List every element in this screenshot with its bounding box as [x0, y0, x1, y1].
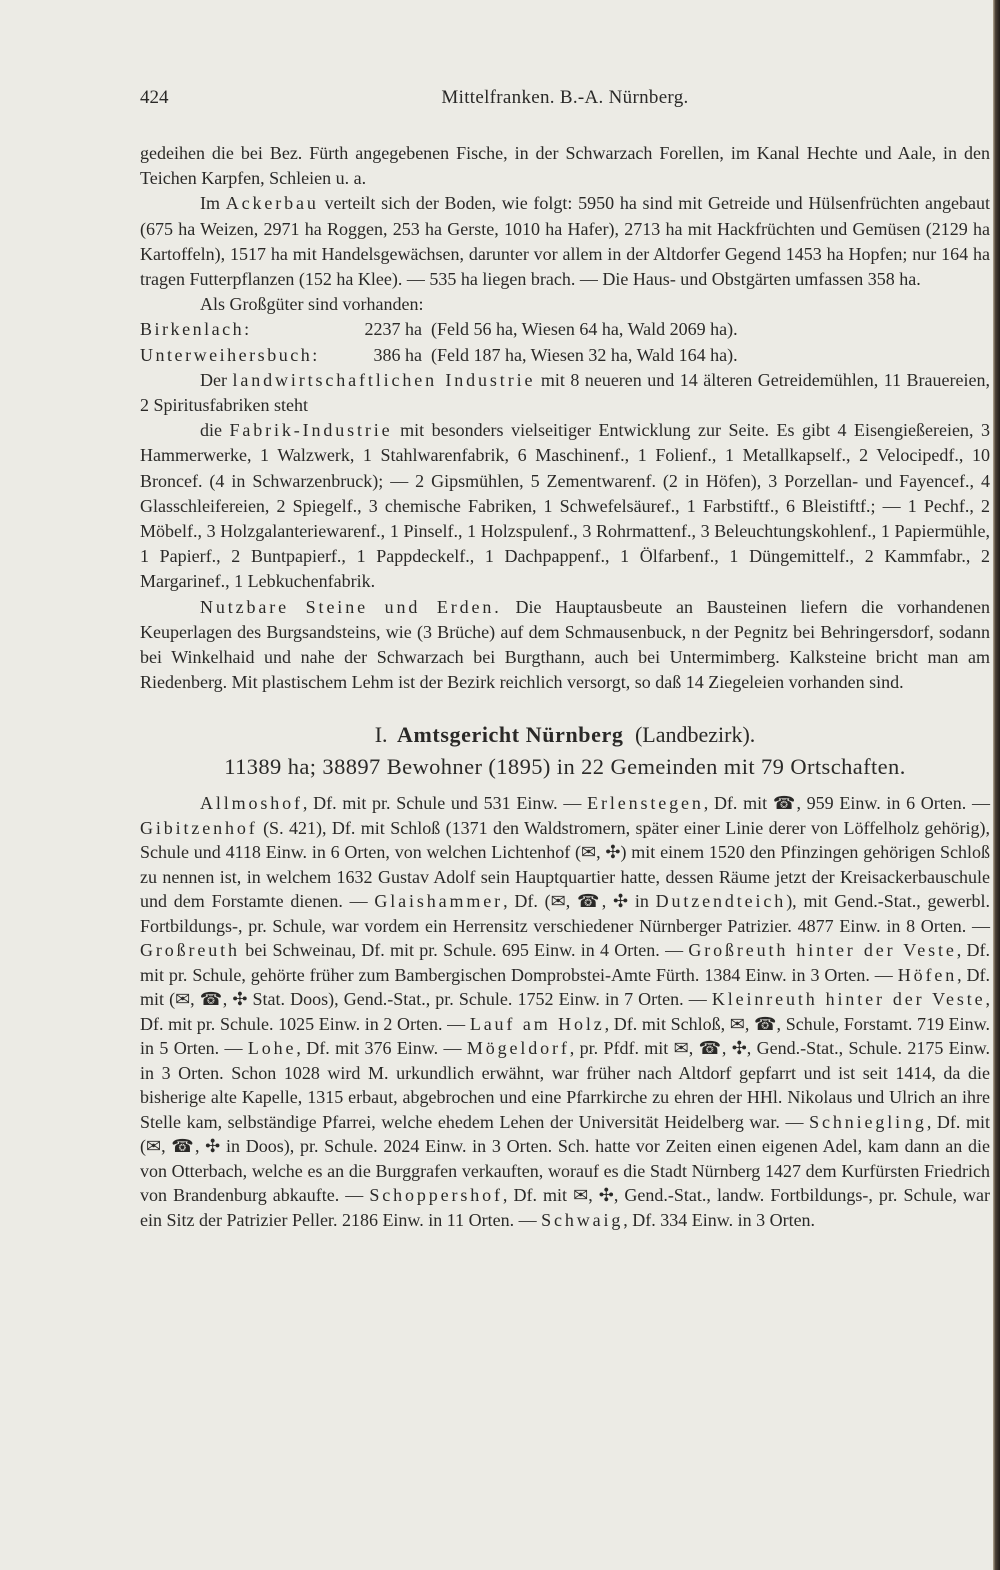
spaced-term: Gibitzenhof	[140, 817, 258, 838]
spaced-term: Großreuth	[140, 940, 240, 961]
spaced-term: Großreuth hinter der Veste	[688, 940, 957, 961]
spaced-term: Mögeldorf	[466, 1038, 570, 1059]
paragraph	[140, 191, 990, 292]
estate-row	[140, 317, 990, 342]
spaced-term: Höfen	[897, 964, 958, 985]
section-stats: 11389 ha; 38897 Bewohner (1895) in 22 Gemeinden mit 79 Ortschaften.	[224, 754, 906, 780]
text-run: , Df. mit (✉, ☎, ✣ Stat. Doos), Gend.-Stat., pr. Schule. 1752 Einw. in 7 Orten. —	[140, 964, 990, 1010]
text-run: , Df. mit ✉, ✣, Gend.-Stat., landw. Fortbildungs-, pr. Schule, war ein Sitz der Patrizier Peller. 2186 Einw. in 11 Orten. —	[140, 1185, 990, 1230]
section-body	[140, 791, 990, 1232]
paragraph	[140, 595, 990, 696]
text-run: ), mit Gend.-Stat., gewerbl. Fortbildungs-, pr. Schule, war vordem ein Herrensitz verschiedener Nürnberger Patrizier. 4877 Einw. in 8 Orten. —	[140, 891, 991, 936]
binding-edge	[993, 0, 1000, 1570]
spaced-term: Kleinreuth hinter der Veste	[711, 989, 986, 1010]
text-run: mit 8 neueren und 14 älteren Getreidemühlen, 11 Brauereien, 2 Spiritusfabriken steht	[140, 369, 990, 416]
spaced-term: landwirtschaftlichen Industrie	[232, 369, 536, 390]
text-run: , pr. Pfdf. mit ✉, ☎, ✣, Gend.-Stat., Schule. 2175 Einw. in 3 Orten. Schon 1028 wird M. urkundlich erwähnt, war früher nach Altdorf gepfarrt und ist seit 1414, da die bisherige alte Kapelle, 1315 erbaut, abgebrochen und eine Pfarrkirche zu ehren der HHl. Nikolaus und Ulrich an ihre Stelle kam, selbständige Pfarrei, welche ehedem Lehen der Universität Heidelberg war. —	[140, 1038, 991, 1132]
page-number: 424	[140, 87, 169, 108]
spaced-term: Dutzendteich	[655, 891, 787, 912]
spaced-term: Allmoshof	[200, 793, 303, 814]
page-body	[140, 141, 990, 1232]
spaced-term: Lohe	[247, 1038, 297, 1059]
text-run: Im	[200, 193, 226, 214]
estate-area: 386 ha	[373, 344, 422, 365]
text-run: , Df. mit ☎, 959 Einw. in 6 Orten. —	[703, 793, 990, 814]
text-run: die	[200, 420, 230, 441]
spaced-term: Lauf am Holz	[469, 1013, 605, 1034]
district-label: (Landbezirk).	[634, 722, 756, 748]
paragraph	[140, 368, 990, 418]
estate-detail: (Feld 187 ha, Wiesen 32 ha, Wald 164 ha).	[431, 344, 738, 365]
paragraph	[140, 791, 990, 1232]
text-run: gedeihen die bei Bez. Fürth angegebenen Fische, in der Schwarzach Forellen, im Kanal Hechte und Aale, in den Teichen Karpfen, Schleien u. a.	[140, 143, 990, 189]
section-numeral: I.	[374, 722, 388, 748]
text-run: , Df. mit Schloß, ✉, ☎, Schule, Forstamt. 719 Einw. in 5 Orten. —	[140, 1013, 990, 1059]
spaced-term: Nutzbare Steine und Erden.	[200, 596, 502, 617]
text-run: , Df. (✉, ☎, ✣ in	[503, 891, 656, 912]
text-run: , Df. mit (✉, ☎, ✣ in Doos), pr. Schule. 2024 Einw. in 3 Orten. Sch. hatte vor Zeiten einen eigenen Adel, kam dann an die von Otterbach, welche es an die Burggrafen verkauften, worauf es die Stadt Nürnberg 1427 dem Kurfürsten Friedrich von Brandenburg abkaufte. —	[140, 1111, 991, 1206]
estate-area: 2237 ha	[364, 319, 422, 340]
spaced-term: Ackerbau	[225, 193, 319, 214]
running-title: Mittelfranken. B.-A. Nürnberg.	[441, 87, 689, 108]
text-run: verteilt sich der Boden, wie folgt: 5950 ha sind mit Getreide und Hülsenfrüchten angebaut (675 ha Weizen, 2971 ha Roggen, 253 ha Gerste, 1010 ha Hafer), 2713 ha mit Hackfrüchten und Gemüsen (2129 ha Kartoffeln), 1517 ha mit Handelsgewächsen, darunter vor allem in der Altdorfer Gegend 1453 ha Hopfen; nur 164 ha tragen Futterpflanzen (152 ha Klee). — 535 ha liegen brach. — Die Haus- und Obstgärten umfassen 358 ha.	[140, 193, 991, 290]
text-run: , Df. mit pr. Schule und 531 Einw. —	[302, 793, 588, 814]
paragraph	[140, 292, 990, 317]
section-heading	[140, 719, 990, 751]
text-run: Die Hauptausbeute an Bausteinen liefern die vorhandenen Keuperlagen des Burgsandsteins, wie (3 Brüche) auf dem Schmausenbuck, n der Pegnitz bei Behringersdorf, sodann bei Winkelhaid und nahe der Schwarzach bei Burgthann, auch bei Untermimberg. Kalksteine bricht man am Riedenberg. Mit plastischem Lehm ist der Bezirk reichlich versorgt, so daß 14 Ziegeleien vorhanden sind.	[140, 596, 991, 693]
text-run: (S. 421), Df. mit Schloß (1371 den Waldstromern, später einer Linie derer von Löffelholz gehörig), Schule und 4118 Einw. in 6 Orten, von welchen Lichtenhof (✉, ✣) mit einem 1520 den Pfinzingen gehörigen Schloß zu nennen ist, in welchem 1632 Gustav Adolf sein Hauptquartier hatte, dessen Räume jetzt der Kreisackerbauschule und dem Forstamte dienen. —	[140, 817, 990, 912]
spaced-term: Erlenstegen	[587, 793, 704, 814]
spaced-term: Schoppershof	[369, 1185, 503, 1206]
spaced-term: Schniegling	[809, 1111, 927, 1132]
spaced-term: Fabrik-Industrie	[229, 420, 393, 441]
estate-row	[140, 343, 990, 368]
text-run: , Df. mit pr. Schule, gehörte früher zum Bambergischen Domprobstei-Amte Fürth. 1384 Einw. in 3 Orten. —	[140, 940, 990, 985]
estate-detail: (Feld 56 ha, Wiesen 64 ha, Wald 2069 ha).	[431, 319, 738, 340]
estate-name: Unterweihersbuch:	[140, 344, 320, 365]
estate-name: Birkenlach:	[140, 319, 252, 340]
spaced-term: Schwaig	[541, 1209, 624, 1230]
spaced-term: Glaishammer	[374, 891, 504, 912]
paragraph	[140, 418, 990, 594]
text-run: Der	[200, 369, 233, 390]
text-run: , Df. 334 Einw. in 3 Orten.	[623, 1209, 816, 1230]
page-header	[140, 84, 990, 112]
court-name: Amtsgericht Nürnberg	[397, 722, 624, 748]
text-run: , Df. mit pr. Schule. 1025 Einw. in 2 Orten. —	[140, 989, 990, 1034]
text-run: Als Großgüter sind vorhanden:	[200, 294, 424, 315]
text-run: , Df. mit 376 Einw. —	[296, 1038, 467, 1059]
text-run: mit besonders vielseitiger Entwicklung zur Seite. Es gibt 4 Eisengießereien, 3 Hammerwerke, 1 Walzwerk, 1 Stahlwarenfabrik, 6 Maschinenf., 1 Folienf., 1 Metallkapself., 2 Velocipedf., 10 Broncef. (4 in Schwarzenbruck); — 2 Gipsmühlen, 5 Zementwarenf. (2 in Höfen), 3 Porzellan- und Fayencef., 4 Glasschleifereien, 2 Spiegelf., 3 chemische Fabriken, 1 Schwefelsäuref., 1 Farbstiftf., 6 Bleistiftf.; — 1 Pechf., 2 Möbelf., 3 Holzgalanteriewarenf., 1 Pinself., 1 Holzspulenf., 3 Rohrmattenf., 3 Beleuchtungskohlenf., 1 Papiermühle, 1 Papierf., 2 Buntpapierf., 1 Pappdeckelf., 1 Dachpappenf., 1 Ölfarbenf., 1 Düngemittelf., 2 Kammfabr., 2 Margarinef., 1 Lebkuchenfabrik.	[140, 420, 990, 592]
text-run: bei Schweinau, Df. mit pr. Schule. 695 Einw. in 4 Orten. —	[239, 940, 689, 961]
paragraph	[140, 141, 990, 191]
